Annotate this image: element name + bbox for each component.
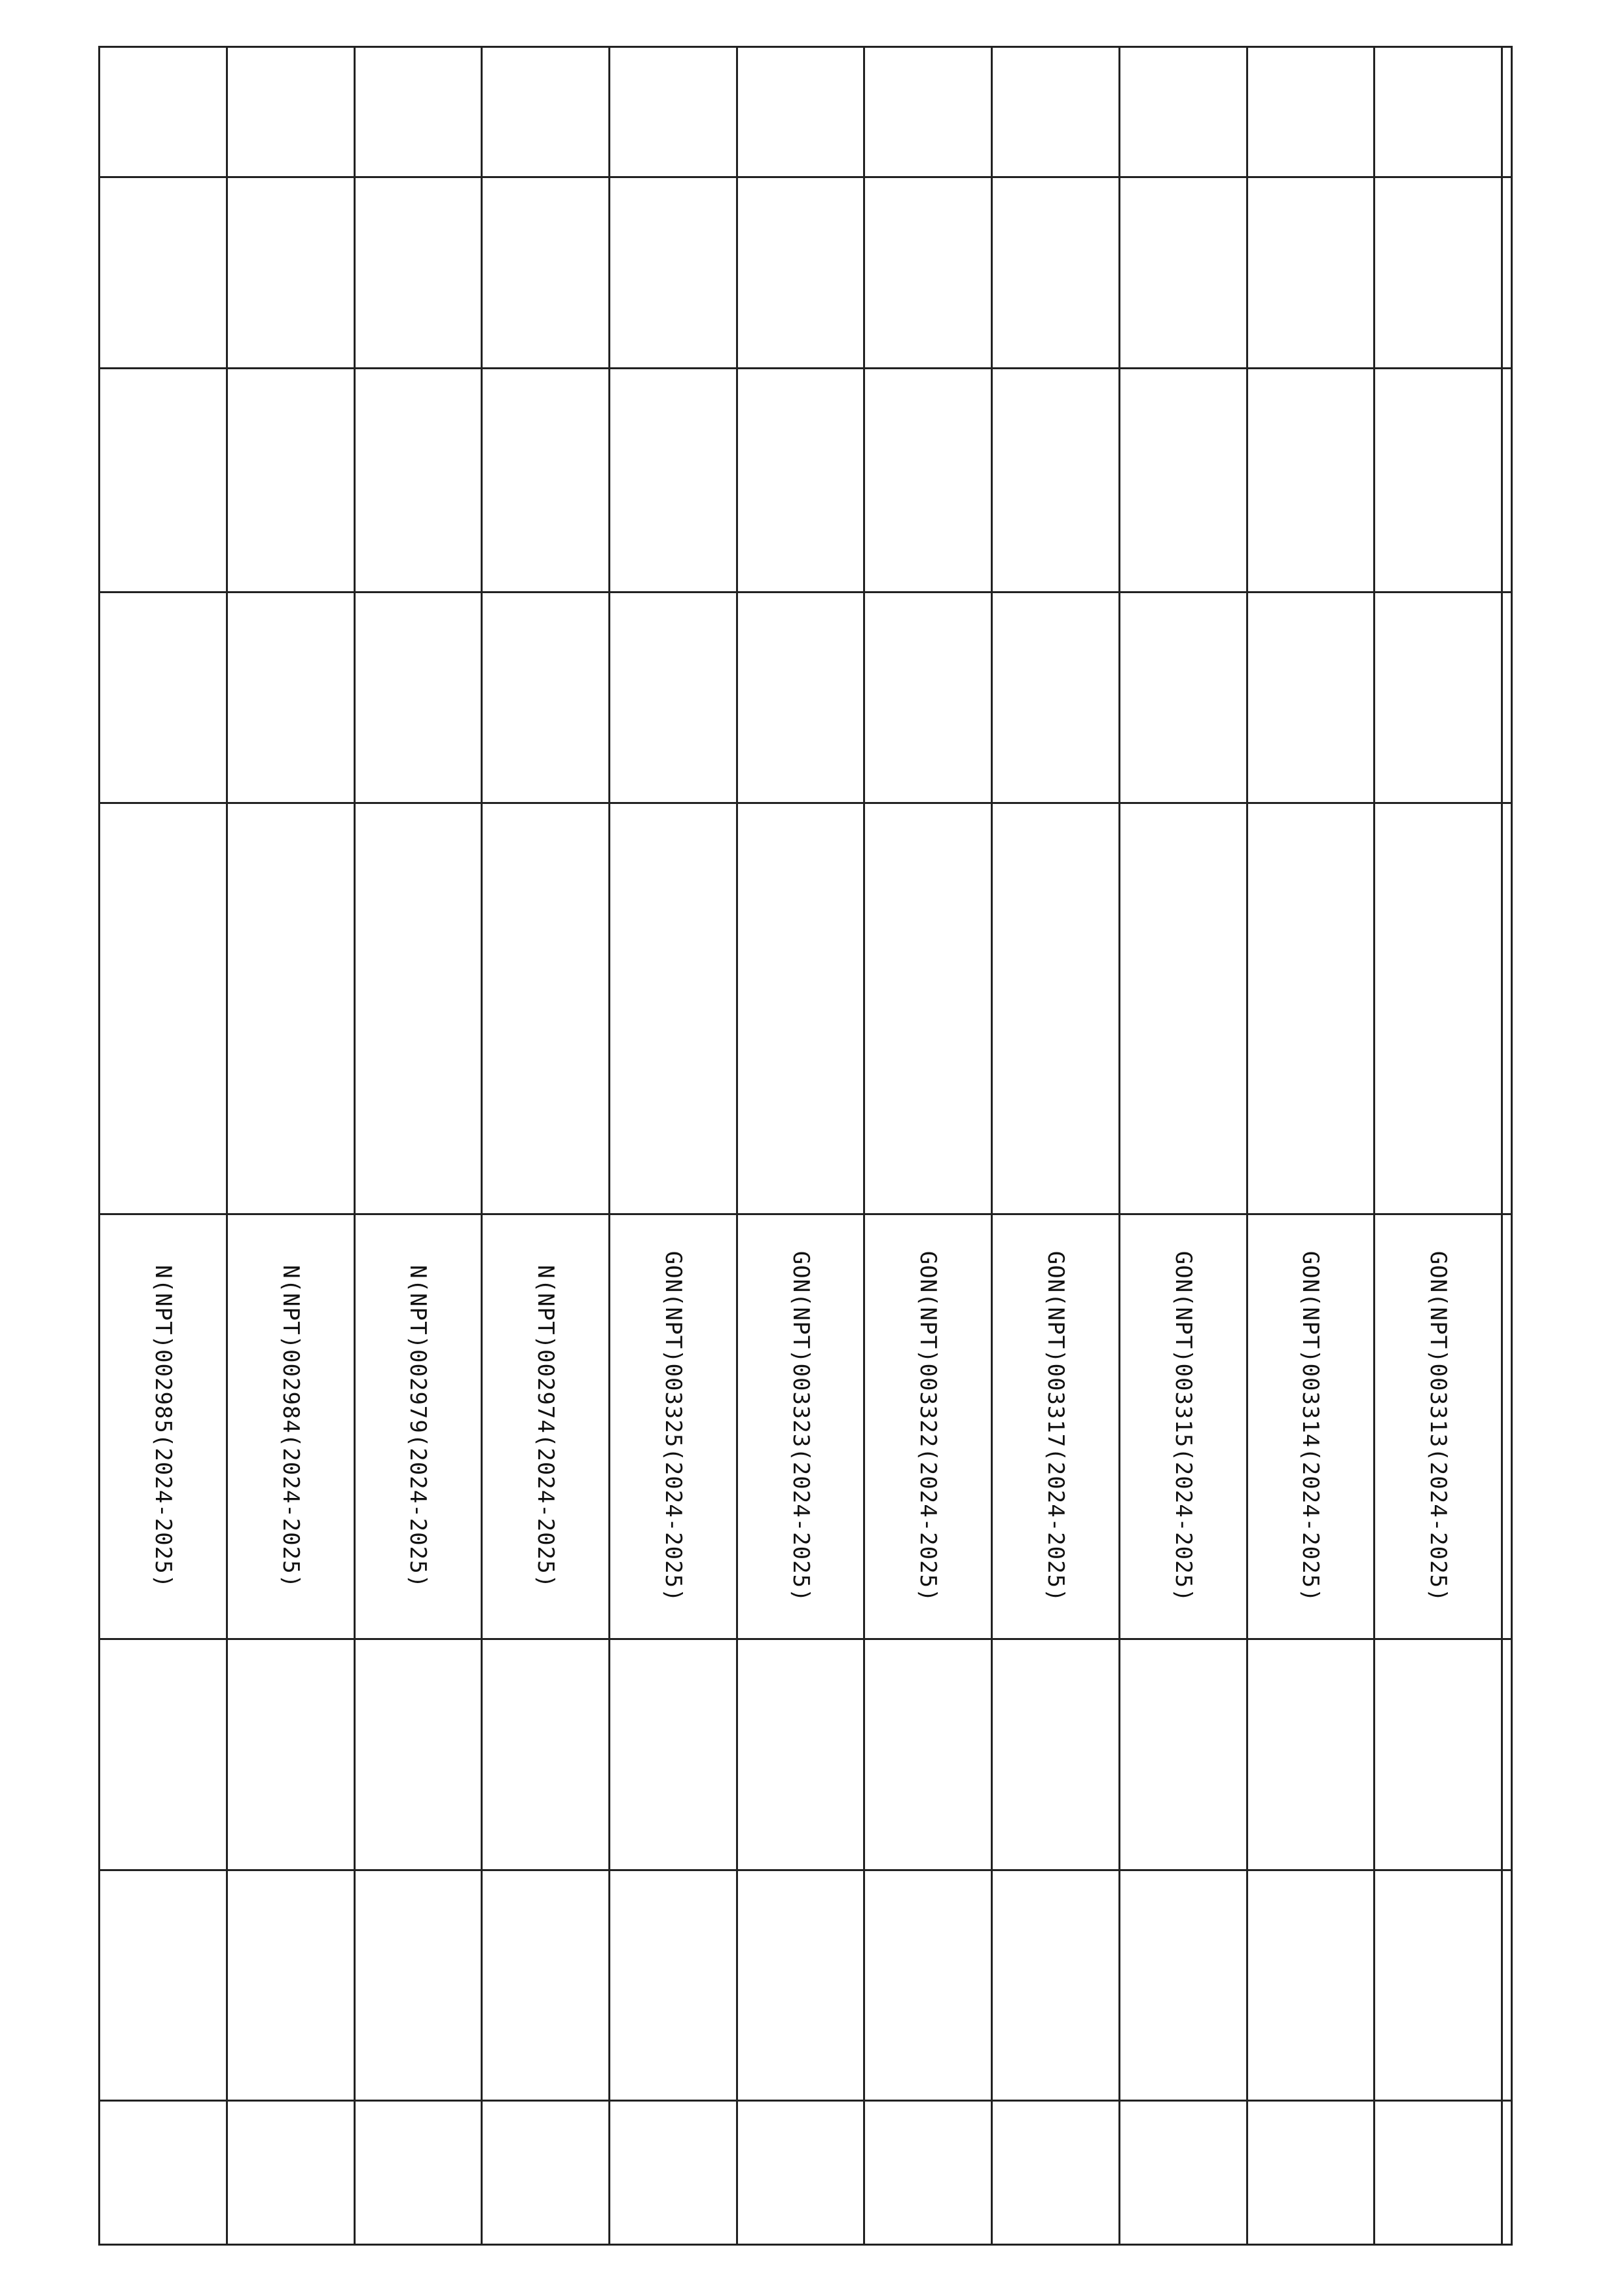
header-rank: [1502, 592, 1512, 803]
document-title: [1526, 46, 1565, 2246]
table-row: [482, 47, 610, 2245]
cell-no: [227, 47, 354, 177]
cell-date: [1119, 177, 1247, 368]
cell-unit: [1247, 803, 1375, 1214]
cell-place: [609, 1639, 737, 1870]
cell-unit: [1119, 803, 1247, 1214]
cell-place: [354, 1639, 482, 1870]
header-name: [1502, 368, 1512, 592]
cell-place: [1119, 1639, 1247, 1870]
cell-case-no: GON(NPT)003313(2024-2025): [1375, 1214, 1502, 1639]
cell-remark: [864, 2101, 992, 2245]
cell-state: [1375, 1870, 1502, 2101]
header-remark: [1502, 2101, 1512, 2245]
cell-date: [227, 177, 354, 368]
cell-date: [482, 177, 610, 368]
header-place: [1502, 1639, 1512, 1870]
cell-name: [227, 368, 354, 592]
cell-state: [737, 1870, 864, 2101]
table-row: [1247, 47, 1375, 2245]
cell-rank: [609, 592, 737, 803]
header-state: [1502, 1870, 1512, 2101]
cell-name: [1375, 368, 1502, 592]
cell-name: [100, 368, 227, 592]
cell-case-no: GON(NPT)003323(2024-2025): [737, 1214, 864, 1639]
cell-remark: [227, 2101, 354, 2245]
register-table: [98, 46, 1513, 2246]
header-case-no: [1502, 1214, 1512, 1639]
cell-no: [1119, 47, 1247, 177]
table-row: [1375, 47, 1502, 2245]
header-date: [1502, 177, 1512, 368]
cell-case-no: GON(NPT)003322(2024-2025): [864, 1214, 992, 1639]
cell-unit: [1375, 803, 1502, 1214]
cell-name: [1119, 368, 1247, 592]
cell-unit: [737, 803, 864, 1214]
table-header-row: [1502, 47, 1512, 2245]
cell-case-no: N(NPT)002979(2024-2025): [354, 1214, 482, 1639]
cell-case-no: GON(NPT)003314(2024-2025): [1247, 1214, 1375, 1639]
cell-place: [864, 1639, 992, 1870]
cell-unit: [482, 803, 610, 1214]
cell-name: [737, 368, 864, 592]
cell-state: [482, 1870, 610, 2101]
cell-place: [227, 1639, 354, 1870]
cell-rank: [737, 592, 864, 803]
cell-state: [864, 1870, 992, 2101]
table-body: [100, 47, 1502, 2245]
cell-no: [354, 47, 482, 177]
cell-remark: [354, 2101, 482, 2245]
cell-case-no: N(NPT)002984(2024-2025): [227, 1214, 354, 1639]
cell-case-no: N(NPT)002974(2024-2025): [482, 1214, 610, 1639]
cell-rank: [100, 592, 227, 803]
cell-case-no: GON(NPT)003315(2024-2025): [1119, 1214, 1247, 1639]
cell-remark: [100, 2101, 227, 2245]
cell-unit: [609, 803, 737, 1214]
cell-rank: [992, 592, 1120, 803]
cell-remark: [737, 2101, 864, 2245]
cell-date: [737, 177, 864, 368]
cell-no: [482, 47, 610, 177]
cell-rank: [482, 592, 610, 803]
cell-no: [1375, 47, 1502, 177]
table-row: [609, 47, 737, 2245]
cell-rank: [227, 592, 354, 803]
cell-no: [737, 47, 864, 177]
cell-place: [1247, 1639, 1375, 1870]
cell-date: [609, 177, 737, 368]
cell-case-no: N(NPT)002985(2024-2025): [100, 1214, 227, 1639]
cell-place: [992, 1639, 1120, 1870]
cell-date: [100, 177, 227, 368]
cell-remark: [482, 2101, 610, 2245]
cell-date: [864, 177, 992, 368]
cell-rank: [354, 592, 482, 803]
cell-place: [100, 1639, 227, 1870]
cell-rank: [864, 592, 992, 803]
cell-state: [609, 1870, 737, 2101]
table-row: [1119, 47, 1247, 2245]
cell-name: [354, 368, 482, 592]
table-row: [227, 47, 354, 2245]
cell-unit: [227, 803, 354, 1214]
cell-date: [1375, 177, 1502, 368]
cell-no: [609, 47, 737, 177]
cell-state: [354, 1870, 482, 2101]
cell-case-no: GON(NPT)003325(2024-2025): [609, 1214, 737, 1639]
cell-rank: [1119, 592, 1247, 803]
cell-case-no: GON(NPT)003317(2024-2025): [992, 1214, 1120, 1639]
table-row: [354, 47, 482, 2245]
cell-state: [227, 1870, 354, 2101]
cell-no: [864, 47, 992, 177]
table-row: [100, 47, 227, 2245]
cell-rank: [1375, 592, 1502, 803]
cell-name: [992, 368, 1120, 592]
cell-place: [482, 1639, 610, 1870]
header-unit: [1502, 803, 1512, 1214]
cell-remark: [1247, 2101, 1375, 2245]
table-row: [737, 47, 864, 2245]
cell-place: [1375, 1639, 1502, 1870]
cell-unit: [864, 803, 992, 1214]
cell-date: [992, 177, 1120, 368]
cell-no: [100, 47, 227, 177]
table-row: [864, 47, 992, 2245]
document-sheet: [98, 46, 1513, 2246]
cell-remark: [992, 2101, 1120, 2245]
table-row: [992, 47, 1120, 2245]
cell-place: [737, 1639, 864, 1870]
cell-remark: [609, 2101, 737, 2245]
header-no: [1502, 47, 1512, 177]
cell-name: [482, 368, 610, 592]
cell-remark: [1375, 2101, 1502, 2245]
cell-unit: [354, 803, 482, 1214]
cell-date: [1247, 177, 1375, 368]
cell-rank: [1247, 592, 1375, 803]
cell-unit: [992, 803, 1120, 1214]
cell-state: [1119, 1870, 1247, 2101]
cell-unit: [100, 803, 227, 1214]
cell-date: [354, 177, 482, 368]
cell-state: [992, 1870, 1120, 2101]
cell-name: [864, 368, 992, 592]
cell-name: [1247, 368, 1375, 592]
cell-no: [992, 47, 1120, 177]
cell-no: [1247, 47, 1375, 177]
cell-name: [609, 368, 737, 592]
cell-state: [1247, 1870, 1375, 2101]
cell-state: [100, 1870, 227, 2101]
cell-remark: [1119, 2101, 1247, 2245]
